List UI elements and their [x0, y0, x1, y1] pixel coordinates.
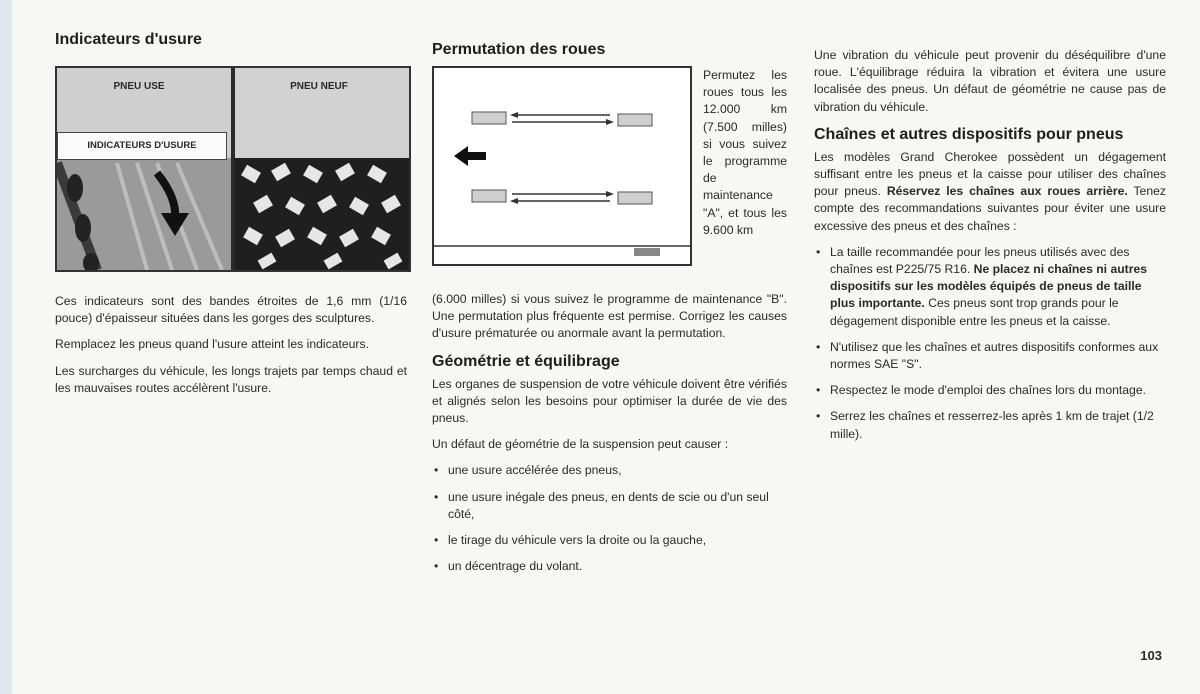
paragraph: Les surcharges du véhicule, les longs trajets par temps chaud et les mauvaises routes accélèrent l'usure.: [55, 363, 407, 395]
bold-text: Ne placez ni chaînes ni autres dispositifs sur les modèles équipés de pneus de taille plus importante.: [830, 262, 1148, 311]
left-column: [55, 30, 407, 54]
heading-tire-rotation: Permutation des roues: [432, 41, 606, 58]
list-item: • un décentrage du volant.: [432, 558, 787, 575]
chains-list: [814, 244, 1166, 443]
list-item: • une usure inégale des pneus, en dents de scie ou d'un seul côté,: [432, 489, 787, 523]
text-span: La taille recommandée pour les pneus utilisés avec des chaînes est P225/75 R16.: [830, 244, 1130, 277]
rotation-diagram: [432, 66, 692, 266]
paragraph: Ces indicateurs sont des bandes étroites de 1,6 mm (1/16 pouce) d'épaisseur situées dans les gorges des sculptures.: [55, 294, 407, 326]
left-arrow-icon: [454, 146, 486, 166]
paragraph: Un défaut de géométrie de la suspension peut causer :: [432, 437, 729, 452]
list-item: [814, 244, 1166, 330]
heading-wear-indicators: Indicateurs d'usure: [55, 31, 202, 48]
label-worn-tire: PNEU USE: [113, 81, 165, 92]
label-new-tire: PNEU NEUF: [290, 81, 348, 92]
text-span: Ces pneus sont trop grands pour le dégagement disponible entre les pneus et la caisse.: [830, 296, 1119, 328]
paragraph: Les organes de suspension de votre véhicule doivent être vérifiés et alignés selon les besoins pour optimiser la durée de vie des pneus.: [432, 376, 787, 426]
list-item: • Serrez les chaînes et resserrez-les après 1 km de trajet (1/2 mille).: [814, 408, 1166, 442]
wear-indicator-figure: [55, 66, 411, 272]
text-span: Tenez compte des recommandations suivantes pour éviter une usure excessive des pneus et des chaînes :: [814, 184, 1166, 233]
alignment-list: [432, 462, 787, 575]
heading-chains: Chaînes et autres dispositifs pour pneus: [814, 125, 1124, 143]
middle-text: [432, 291, 787, 584]
paragraph: (6.000 milles) si vous suivez le programme de maintenance "B". Une permutation plus fréquente est permise. Corrigez les causes d'usure prématurée ou anormale avant la permutation.: [432, 292, 787, 341]
rotation-diagram-svg: [434, 68, 690, 264]
list-item: • une usure accélérée des pneus,: [432, 462, 787, 479]
middle-column: [432, 40, 787, 64]
bold-text: Réservez les chaînes aux roues arrière.: [886, 184, 1128, 199]
left-text: [55, 293, 407, 406]
list-item: • Respectez le mode d'emploi des chaînes lors du montage.: [814, 382, 1166, 399]
paragraph: [814, 149, 1166, 235]
heading-alignment: Géométrie et équilibrage: [432, 352, 620, 370]
page-edge: [0, 0, 12, 694]
list-item: • N'utilisez que les chaînes et autres dispositifs conformes aux normes SAE "S".: [814, 339, 1166, 373]
right-column: [814, 47, 1166, 452]
text-span: Les modèles Grand Cherokee possèdent un dégagement suffisant entre les pneus et la caisse pour utiliser des chaînes pour pneus.: [814, 149, 1166, 199]
list-item: • le tirage du véhicule vers la droite ou la gauche,: [432, 532, 787, 549]
page-number: 103: [1140, 648, 1162, 663]
paragraph: Remplacez les pneus quand l'usure atteint les indicateurs.: [55, 337, 369, 352]
paragraph: Une vibration du véhicule peut provenir du déséquilibre d'une roue. L'équilibrage réduira la vibration et évitera une usure localisée des pneus. Un défaut de géométrie ne cause pas de vibration du véhicule.: [814, 48, 1166, 114]
rotation-side-text: Permutez les roues tous les 12.000 km (7.500 milles) si vous suivez le programme de maintenance "A", et tous les 9.600 km: [703, 68, 787, 237]
label-wear-indicators: INDICATEURS D'USURE: [57, 132, 227, 160]
